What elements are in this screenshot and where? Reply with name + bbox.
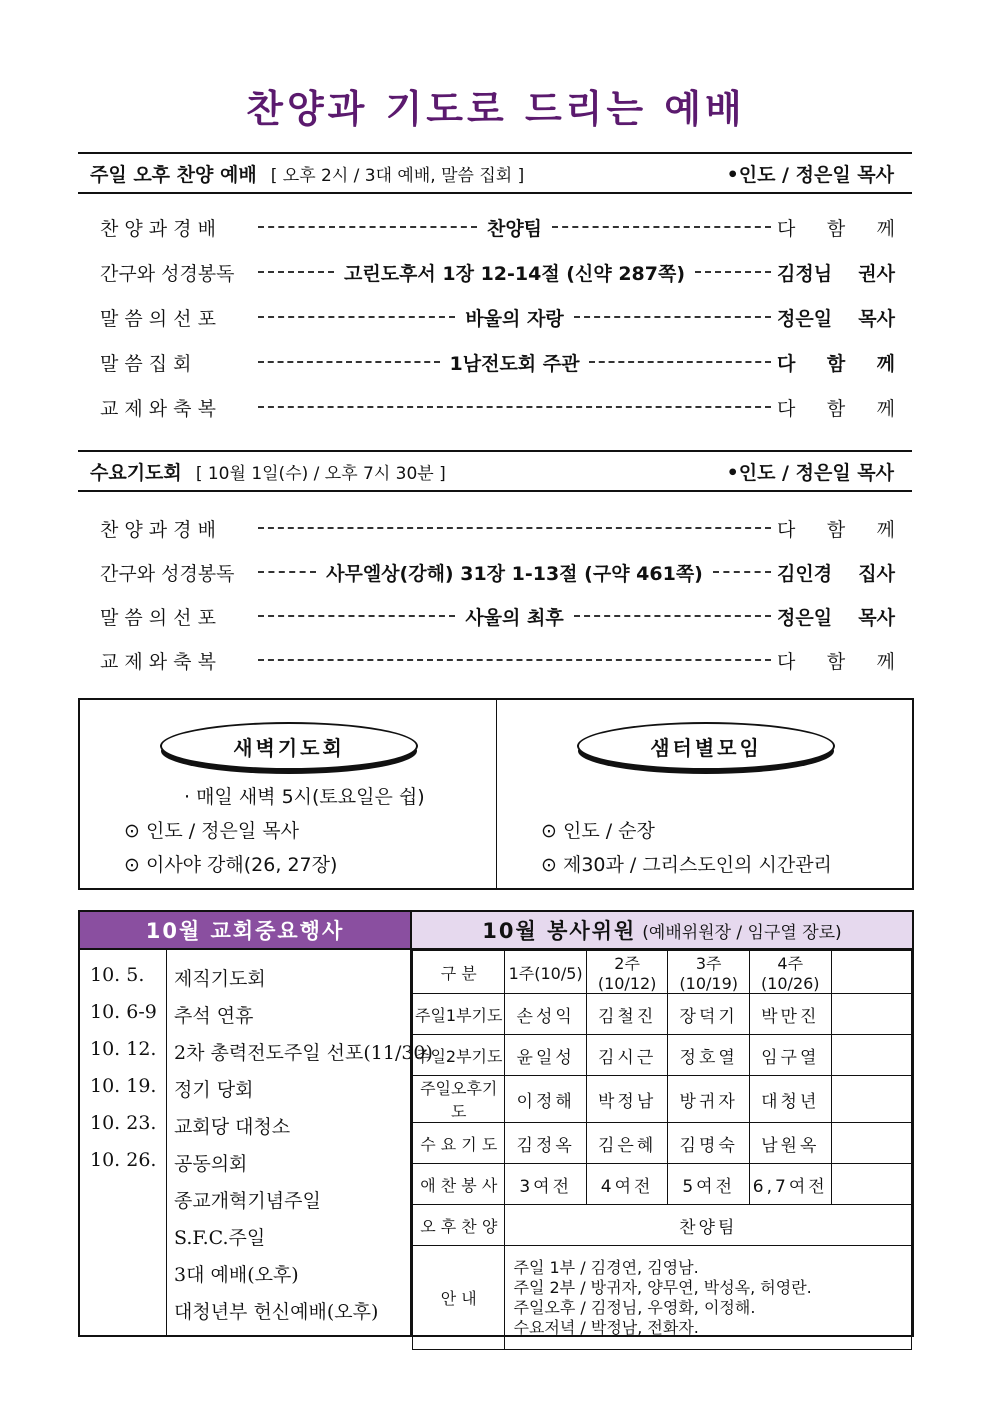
service-name: 김정옥 [505, 1123, 586, 1164]
events-panel [78, 910, 433, 1337]
dashed-leader [258, 615, 455, 617]
order-row [100, 212, 895, 242]
meetings-box [78, 698, 914, 890]
dawn-prayer-topic: ⊙ 이사야 강해(26, 27장) [124, 854, 338, 876]
service-name: 박정남 [586, 1076, 668, 1123]
notice-line: 주일 2부 / 방귀자, 양무연, 박성옥, 허영란. [513, 1277, 812, 1297]
dashed-leader [695, 271, 771, 273]
wednesday-leader: •인도 / 정은일 목사 [726, 461, 894, 484]
event-text: S.F.C.주일 [174, 1227, 266, 1249]
event-text: 추석 연휴 [174, 1005, 254, 1027]
order-presenter: 다 함 께 [777, 650, 895, 673]
events-title: 10월 교회중요행사 [80, 912, 410, 950]
service-name: 장덕기 [668, 994, 750, 1035]
dashed-leader [258, 316, 455, 318]
service-name: 이정해 [505, 1076, 586, 1123]
events-divider [166, 950, 167, 1335]
service-name: 임구열 [749, 1035, 831, 1076]
sunday-heading: 주일 오후 찬양 예배 [90, 163, 257, 186]
event-text: 공동의회 [174, 1153, 248, 1175]
service-row [413, 1035, 912, 1076]
service-title: 10월 봉사위원 [482, 919, 637, 943]
service-name: 대청년 [749, 1076, 831, 1123]
service-name: 방귀자 [668, 1076, 750, 1123]
service-row-notice [413, 1246, 912, 1350]
event-text: 제직기도회 [174, 968, 266, 990]
order-row [100, 645, 895, 675]
service-name: 박만진 [749, 994, 831, 1035]
service-table [412, 950, 912, 1350]
service-category: 수 요 기 도 [413, 1123, 505, 1164]
order-row [100, 601, 895, 631]
dashed-leader [574, 615, 771, 617]
order-content: 고린도후서 1장 12-14절 (신약 287쪽) [344, 262, 686, 285]
order-presenter: 다 함 께 [777, 518, 895, 541]
order-label: 말 씀 의 선 포 [100, 606, 216, 629]
service-name: 김철진 [586, 994, 668, 1035]
service-name: 손성익 [505, 994, 586, 1035]
dashed-leader [258, 271, 334, 273]
dashed-leader [574, 316, 771, 318]
service-category: 오 후 찬 양 [413, 1205, 505, 1246]
event-date: 10. 19. [90, 1075, 157, 1097]
event-text: 대청년부 헌신예배(오후) [174, 1301, 379, 1323]
order-row [100, 257, 895, 287]
service-name [831, 1164, 911, 1205]
service-afternoon-value: 찬양팀 [505, 1205, 912, 1246]
service-name: 김시근 [586, 1035, 668, 1076]
event-date: 10. 23. [90, 1112, 157, 1134]
notice-line: 주일 1부 / 김경연, 김영남. [513, 1257, 699, 1277]
order-content: 사울의 최후 [465, 606, 564, 629]
service-category: 애 찬 봉 사 [413, 1164, 505, 1205]
dawn-prayer-title: 새벽기도회 [160, 722, 418, 770]
order-presenter: 김정님 권사 [777, 262, 896, 285]
order-label: 찬 양 과 경 배 [100, 217, 216, 240]
service-header-row [413, 951, 912, 994]
order-content: 사무엘상(강해) 31장 1-13절 (구약 461쪽) [326, 562, 703, 585]
service-header-cell: 1주(10/5) [505, 951, 586, 994]
order-presenter: 다 함 께 [777, 397, 895, 420]
service-header-cell: 4주(10/26) [749, 951, 831, 994]
event-text: 교회당 대청소 [174, 1116, 291, 1138]
cell-group-title: 샘터별모임 [577, 722, 835, 770]
order-content: 1남전도회 주관 [449, 352, 580, 375]
service-row [413, 1164, 912, 1205]
event-date: 10. 12. [90, 1038, 157, 1060]
dashed-leader [552, 226, 771, 228]
service-panel [412, 910, 914, 1337]
dashed-leader [258, 571, 316, 573]
order-row [100, 302, 895, 332]
service-header [412, 912, 912, 950]
cell-group-leader: ⊙ 인도 / 순장 [541, 820, 655, 842]
order-label: 간구와 성경봉독 [100, 562, 235, 585]
wednesday-service-header [78, 450, 912, 492]
wednesday-heading: 수요기도회 [90, 461, 182, 484]
dawn-prayer-leader: ⊙ 인도 / 정은일 목사 [124, 820, 299, 842]
service-header-cell: 3주(10/19) [668, 951, 750, 994]
dashed-leader [258, 361, 440, 363]
event-date: 10. 26. [90, 1149, 157, 1171]
order-row [100, 347, 895, 377]
service-header-cell: 구 분 [413, 951, 505, 994]
cell-group-lesson: ⊙ 제30과 / 그리스도인의 시간관리 [541, 854, 832, 876]
order-presenter: 정은일 목사 [777, 606, 896, 629]
order-presenter: 다 함 께 [777, 352, 895, 375]
order-label: 교 제 와 축 복 [100, 650, 216, 673]
order-label: 말 씀 집 회 [100, 352, 192, 375]
order-content: 바울의 자랑 [465, 307, 564, 330]
order-label: 말 씀 의 선 포 [100, 307, 216, 330]
sunday-service-header [78, 152, 912, 194]
event-date: 10. 6-9 [90, 1001, 157, 1023]
service-row [413, 1076, 912, 1123]
service-name [831, 1123, 911, 1164]
event-text: 정기 당회 [174, 1079, 254, 1101]
sunday-leader: •인도 / 정은일 목사 [726, 163, 894, 186]
wednesday-subheading: [ 10월 1일(수) / 오후 7시 30분 ] [195, 463, 446, 484]
service-category: 안 내 [413, 1246, 505, 1350]
service-name: 김은혜 [586, 1123, 668, 1164]
event-text: 2차 총력전도주일 선포(11/30) [174, 1042, 433, 1064]
order-row [100, 513, 895, 543]
service-name: 6,7여전 [749, 1164, 831, 1205]
dashed-leader [258, 659, 771, 661]
service-subtitle: (예배위원장 / 임구열 장로) [642, 922, 842, 943]
event-text: 3대 예배(오후) [174, 1264, 299, 1286]
order-label: 간구와 성경봉독 [100, 262, 235, 285]
service-name: 5여전 [668, 1164, 750, 1205]
service-category: 주일1부기도 [413, 994, 505, 1035]
service-name [831, 994, 911, 1035]
service-name: 김명숙 [668, 1123, 750, 1164]
notice-line: 주일오후 / 김정님, 우영화, 이정해. [513, 1297, 756, 1317]
service-name [831, 1076, 911, 1123]
order-row [100, 557, 895, 587]
service-header-cell: 2주(10/12) [586, 951, 668, 994]
dashed-leader [258, 406, 771, 408]
service-row-afternoon [413, 1205, 912, 1246]
service-name [831, 1035, 911, 1076]
dashed-leader [713, 571, 771, 573]
service-name: 윤일성 [505, 1035, 586, 1076]
sunday-subheading: [ 오후 2시 / 3대 예배, 말씀 집회 ] [270, 165, 525, 186]
order-row [100, 392, 895, 422]
service-name: 4여전 [586, 1164, 668, 1205]
event-date: 10. 5. [90, 964, 145, 986]
dawn-prayer-time: · 매일 새벽 5시(토요일은 쉽) [184, 786, 425, 808]
order-content: 찬양팀 [486, 217, 543, 240]
notice-line: 수요저녁 / 박정남, 전화자. [513, 1317, 699, 1337]
dashed-leader [258, 527, 771, 529]
order-presenter: 다 함 께 [777, 217, 895, 240]
page-title: 찬양과 기도로 드리는 예배 [246, 87, 746, 131]
dashed-leader [258, 226, 477, 228]
dashed-leader [589, 361, 771, 363]
dawn-prayer-panel [80, 700, 497, 888]
service-name: 정호열 [668, 1035, 750, 1076]
service-name: 3여전 [505, 1164, 586, 1205]
order-label: 찬 양 과 경 배 [100, 518, 216, 541]
event-text: 종교개혁기념주일 [174, 1190, 321, 1212]
service-row [413, 994, 912, 1035]
service-category: 주일2부기도 [413, 1035, 505, 1076]
cell-group-panel [497, 700, 912, 888]
service-name: 남원옥 [749, 1123, 831, 1164]
order-presenter: 김인경 집사 [777, 562, 895, 585]
service-notices [505, 1246, 912, 1350]
service-header-cell [831, 951, 911, 994]
order-label: 교 제 와 축 복 [100, 397, 216, 420]
service-row [413, 1123, 912, 1164]
order-presenter: 정은일 목사 [777, 307, 896, 330]
service-category: 주일오후기도 [413, 1076, 505, 1123]
